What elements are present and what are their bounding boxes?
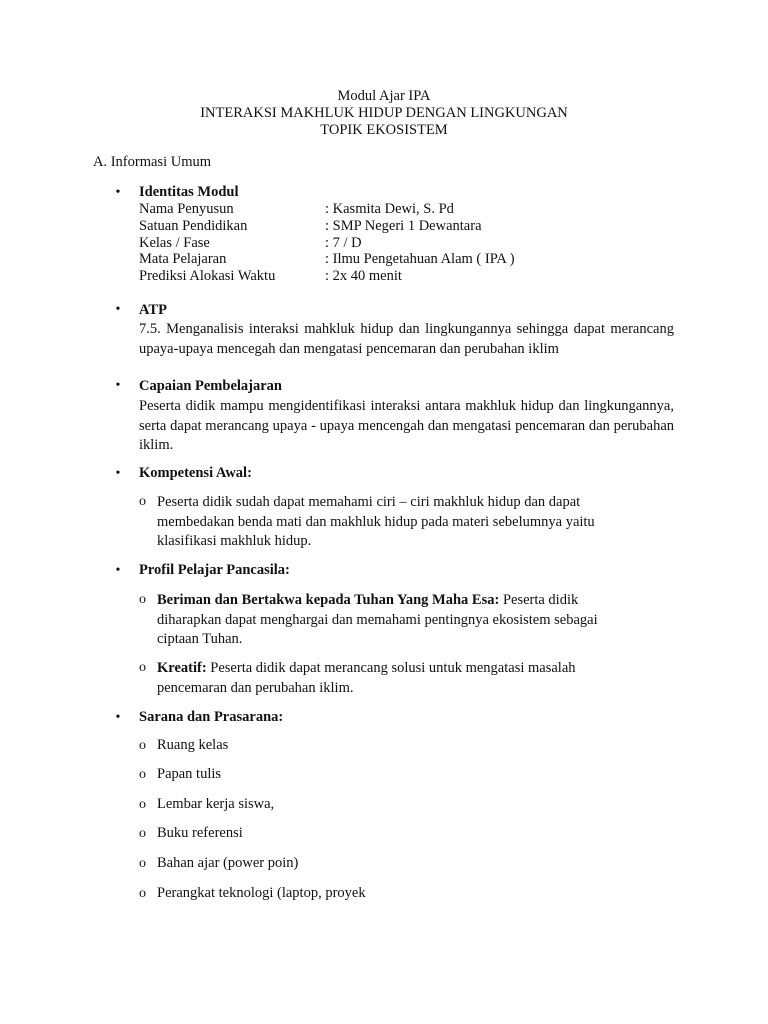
identitas-label: Mata Pelajaran xyxy=(139,251,227,267)
bullet-atp: • xyxy=(115,302,121,317)
doc-title-line2: INTERAKSI MAKHLUK HIDUP DENGAN LINGKUNGAN xyxy=(200,105,568,121)
capaian-text: Peserta didik mampu mengidentifikasi interaksi antara makhluk hidup dan lingkungannya, serta dapat merancang upaya - upaya mencengah dan mengatasi pencemaran dan perubahan iklim. xyxy=(139,398,674,453)
profil-heading: Profil Pelajar Pancasila: xyxy=(139,562,290,578)
bullet-sarana: • xyxy=(115,710,121,725)
profil-item-text: Peserta didik diharapkan dapat menghargai dan memahami pentingnya ekosistem sebagai ciptaan Tuhan. xyxy=(157,592,598,647)
sub-bullet: o xyxy=(139,856,146,871)
identitas-label: Nama Penyusun xyxy=(139,201,234,217)
bullet-kompetensi: • xyxy=(115,466,121,481)
sarana-item: Papan tulis xyxy=(157,766,222,782)
identitas-heading: Identitas Modul xyxy=(139,184,239,200)
profil-item-bold: Beriman dan Bertakwa kepada Tuhan Yang Maha Esa: xyxy=(157,592,500,608)
profil-item-beriman xyxy=(157,591,635,650)
sarana-heading: Sarana dan Prasarana: xyxy=(139,709,284,725)
atp-heading: ATP xyxy=(139,302,167,318)
bullet-profil: • xyxy=(115,563,121,578)
sarana-item: Bahan ajar (power poin) xyxy=(157,855,299,871)
sub-bullet: o xyxy=(139,592,146,607)
section-a-heading: A. Informasi Umum xyxy=(93,154,211,170)
identitas-label: Kelas / Fase xyxy=(139,235,210,251)
kompetensi-heading: Kompetensi Awal: xyxy=(139,465,252,481)
identitas-label: Satuan Pendidikan xyxy=(139,218,248,234)
doc-title-line1: Modul Ajar IPA xyxy=(337,88,431,104)
atp-text: 7.5. Menganalisis interaksi mahkluk hidup dan lingkungannya sehingga dapat merancang upaya-upaya mencegah dan mengatasi pencemaran dan perubahan iklim xyxy=(139,321,674,357)
sub-bullet: o xyxy=(139,767,146,782)
profil-item-bold: Kreatif: xyxy=(157,660,207,676)
sub-bullet: o xyxy=(139,826,146,841)
sub-bullet: o xyxy=(139,738,146,753)
identitas-label: Prediksi Alokasi Waktu xyxy=(139,268,276,284)
identitas-value: : Ilmu Pengetahuan Alam ( IPA ) xyxy=(325,251,515,267)
identitas-value: : SMP Negeri 1 Dewantara xyxy=(325,218,482,234)
profil-item-text: Peserta didik dapat merancang solusi untuk mengatasi masalah pencemaran dan perubahan iklim. xyxy=(157,660,576,696)
identitas-value: : 2x 40 menit xyxy=(325,268,402,284)
bullet-identitas: • xyxy=(115,185,121,200)
sarana-item: Buku referensi xyxy=(157,825,243,841)
sub-bullet: o xyxy=(139,886,146,901)
kompetensi-item: Peserta didik sudah dapat memahami ciri – ciri makhluk hidup dan dapat membedakan benda mati dan makhluk hidup pada materi sebelumnya yaitu klasifikasi makhluk hidup. xyxy=(157,494,595,549)
identitas-value: : Kasmita Dewi, S. Pd xyxy=(325,201,454,217)
sub-bullet: o xyxy=(139,660,146,675)
sarana-item: Lembar kerja siswa, xyxy=(157,796,275,812)
sarana-item: Ruang kelas xyxy=(157,737,229,753)
sub-bullet: o xyxy=(139,797,146,812)
sarana-item: Perangkat teknologi (laptop, proyek xyxy=(157,885,366,901)
capaian-heading: Capaian Pembelajaran xyxy=(139,378,282,394)
sub-bullet: o xyxy=(139,494,146,509)
identitas-value: : 7 / D xyxy=(325,235,362,251)
profil-item-kreatif xyxy=(157,659,627,698)
doc-title-line3: TOPIK EKOSISTEM xyxy=(320,122,448,138)
bullet-capaian: • xyxy=(115,378,121,393)
